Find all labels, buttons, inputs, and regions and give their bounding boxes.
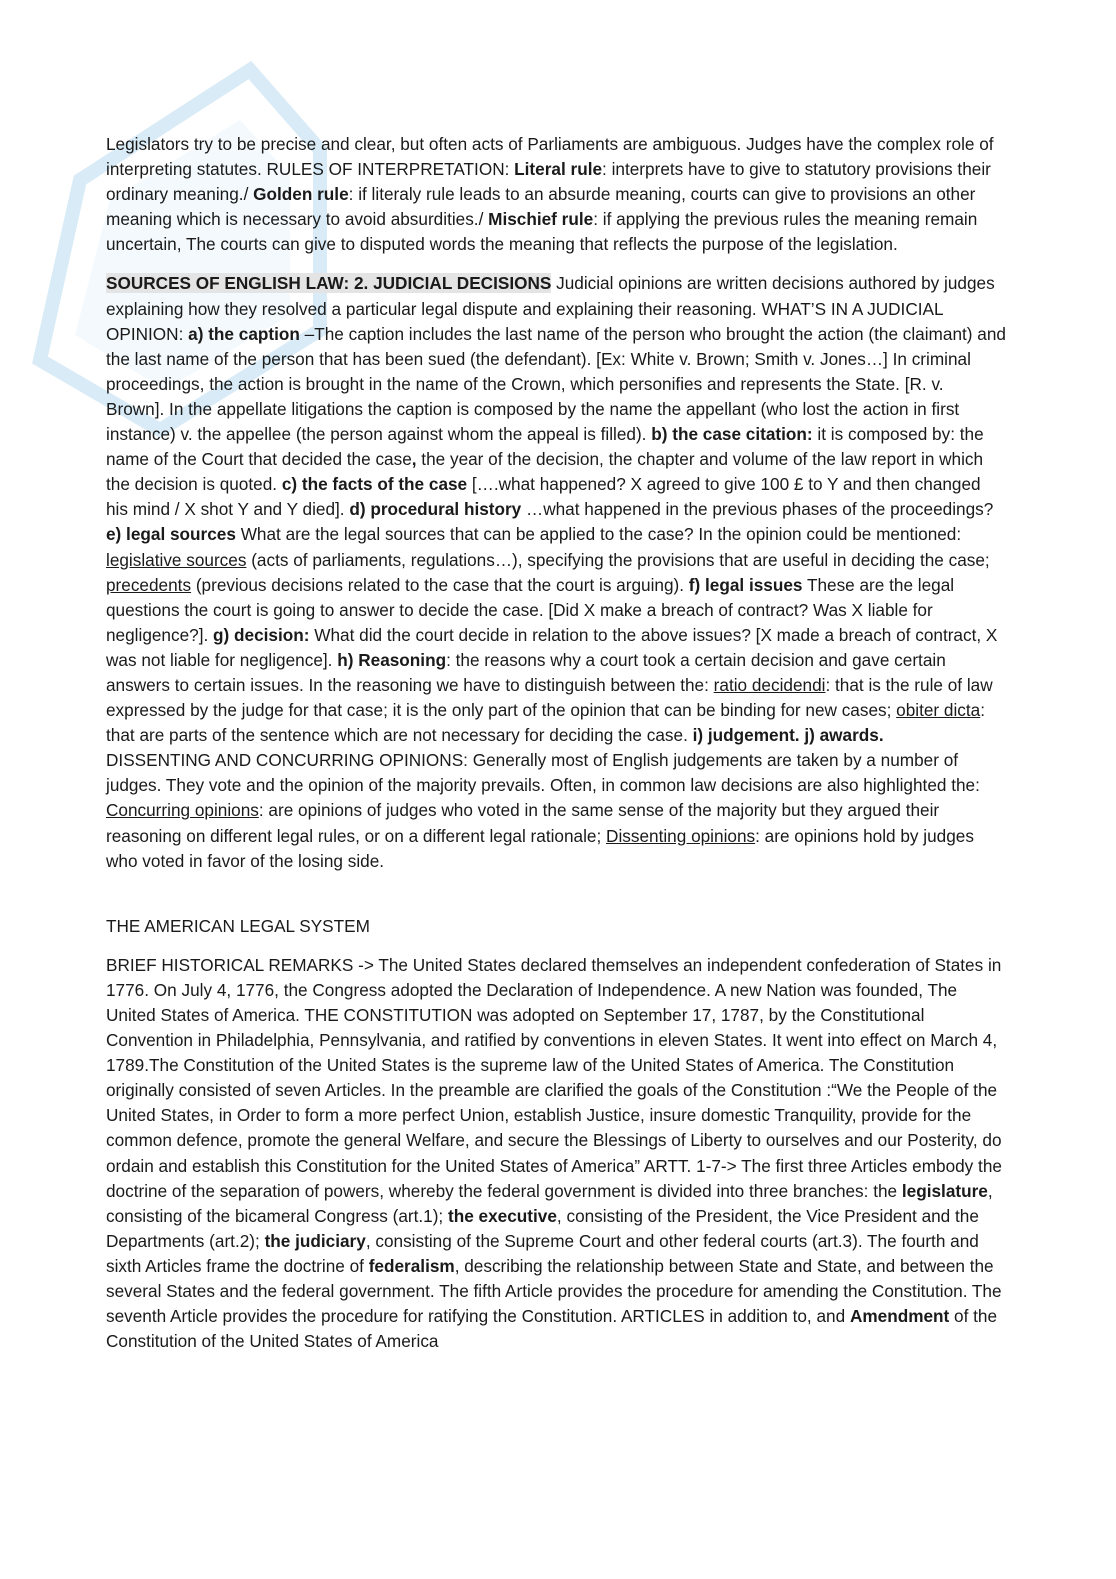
paragraph-interpretation: Legislators try to be precise and clear, but often acts of Parliaments are ambiguous. Judges have the complex role of interpreting statutes. RULES OF INTERPRETATION: Literal rule: interprets have to give to statutory provisions their ordinary meaning./ Golden rule: if literaly rule leads to an absurde meaning, courts can give to provisions an other meaning which is necessary to avoid absurdities./ Mischief rule: if applying the previous rules the meaning remain uncertain, The courts can give to disputed words the meaning that reflects the purpose of the legislation. xyxy=(106,134,994,255)
term-literal-rule: Literal rule xyxy=(514,159,603,180)
paragraph-historical-remarks: BRIEF HISTORICAL REMARKS -> The United States declared themselves an independent confederation of States in 1776. On July 4, 1776, the Congress adopted the Declaration of Independence. A new Nation was founded, The United States of America. THE CONSTITUTION was adopted on September 17, 1787, by the Constitutional Convention in Philadelphia, Pennsylvania, and ratified by conventions in eleven States. It went into effect on March 4, 1789.The Constitution of the United States is the supreme law of the United States of America. The Constitution originally consisted of seven Articles. In the preamble are clarified the goals of the Constitution :“We the People of the United States, in Order to form a more perfect Union, establish Justice, insure domestic Tranquility, provide for the common defence, promote the general Welfare, and secure the Blessings of Liberty to ourselves and our Posterity, do ordain and establish this Constitution for the United States of America” ARTT. 1-7-> The first three Articles embody the doctrine of the separation of powers, whereby the federal government is divided into three branches: the legislature, consisting of the bicameral Congress (art.1); the executive, consisting of the President, the Vice President and the Departments (art.2); the judiciary, consisting of the Supreme Court and other federal courts (art.3). The fourth and sixth Articles frame the doctrine of federalism, describing the relationship between State and State, and between the several States and the federal government. The fifth Article provides the procedure for amending the Constitution. The seventh Article provides the procedure for ratifying the Constitution. ARTICLES in addition to, and Amendment of the Constitution of the United States of America xyxy=(106,954,1002,1352)
document-page xyxy=(106,132,1006,1354)
section-heading-american-legal-system: THE AMERICAN LEGAL SYSTEM xyxy=(106,915,370,936)
section-heading-judicial-decisions: SOURCES OF ENGLISH LAW: 2. JUDICIAL DECISIONS xyxy=(106,273,552,294)
paragraph-judicial-decisions: SOURCES OF ENGLISH LAW: 2. JUDICIAL DECISIONS Judicial opinions are written decisions authored by judges explaining how they resolved a particular legal dispute and explaining their reasoning. WHAT’S IN A JUDICIAL OPINION: a) the caption –The caption includes the last name of the person who brought the action (the claimant) and the last name of the person that has been sued (the defendant). [Ex: White v. Brown; Smith v. Jones…] In criminal proceedings, the action is brought in the name of the Crown, which personifies and represents the State. [R. v. Brown]. In the appellate litigations the caption is composed by the name the appellant (who lost the action in first instance) v. the appellee (the person against whom the appeal is filled). b) the case citation: it is composed by: the name of the Court that decided the case, the year of the decision, the chapter and volume of the law report in which the decision is quoted. c) the facts of the case [….what happened? X agreed to give 100 £ to Y and then changed his mind / X shot Y and Y died]. d) procedural history …what happened in the previous phases of the proceedings? e) legal sources What are the legal sources that can be applied to the case? In the opinion could be mentioned: legislative sources (acts of parliaments, regulations…), specifying the provisions that are useful in deciding the case; precedents (previous decisions related to the case that the court is arguing). f) legal issues These are the legal questions the court is going to answer to decide the case. [Did X make a breach of contract? Was X liable for negligence?]. g) decision: What did the court decide in relation to the above issues? [X made a breach of contract, X was not liable for negligence]. h) Reasoning: the reasons why a court took a certain decision and gave certain answers to certain issues. In the reasoning we have to distinguish between the: ratio decidendi: that is the rule of law expressed by the judge for that case; it is the only part of the opinion that can be binding for new cases; obiter dicta: that are parts of the sentence which are not necessary for deciding the case. i) judgement. j) awards. xyxy=(106,273,1006,746)
term-mischief-rule: Mischief rule xyxy=(488,209,594,230)
term-golden-rule: Golden rule xyxy=(253,184,349,205)
paragraph-dissenting-opinions: DISSENTING AND CONCURRING OPINIONS: Generally most of English judgements are taken by a number of judges. They vote and the opinion of the majority prevails. Often, in common law decisions are also highlighted the: Concurring opinions: are opinions of judges who voted in the same sense of the majority but they argued their reasoning on different legal rules, or on a different legal rationale; Dissenting opinions: are opinions hold by judges who voted in favor of the losing side. xyxy=(106,750,980,871)
